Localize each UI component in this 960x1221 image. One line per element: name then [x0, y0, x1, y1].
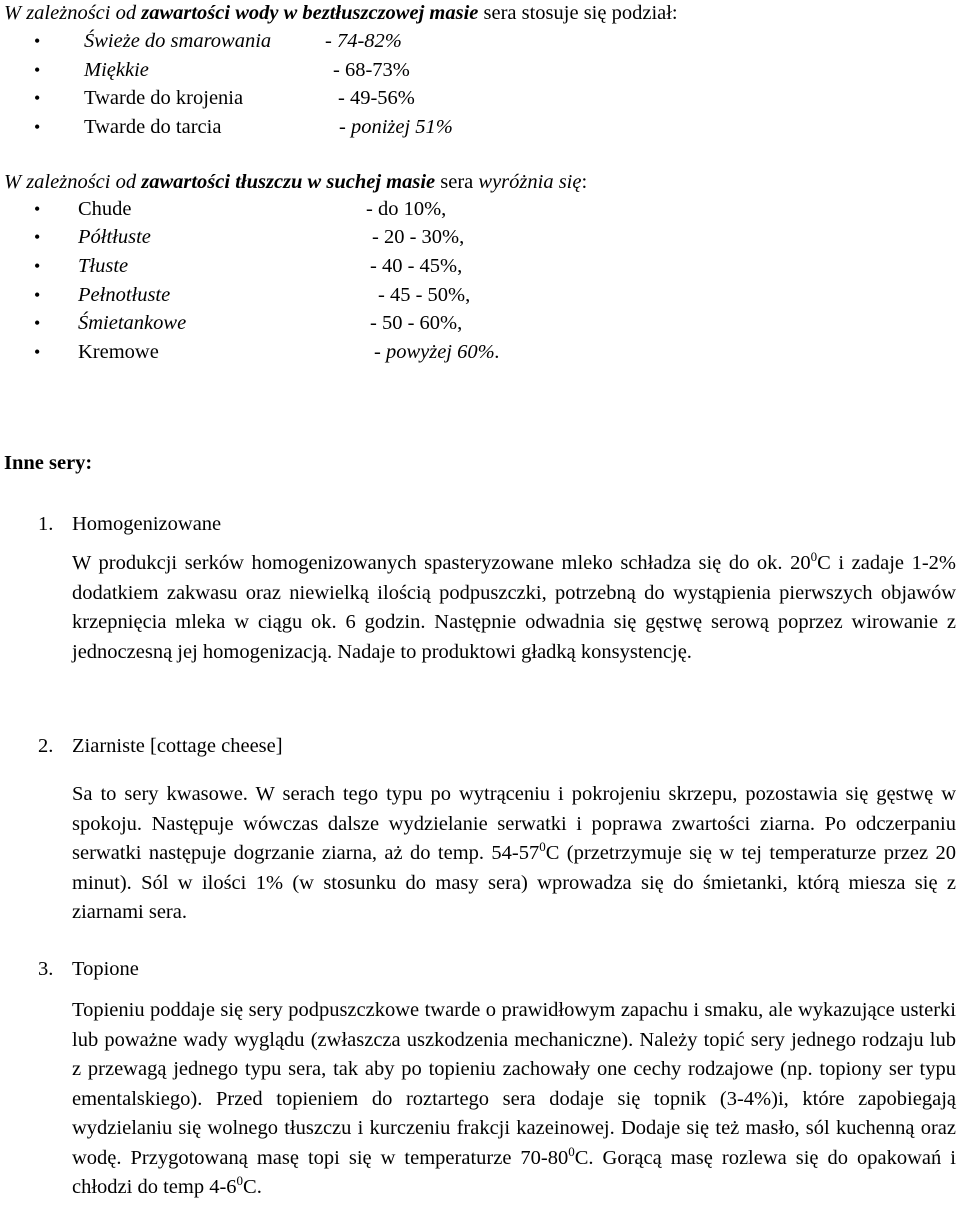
subsection-heading	[38, 511, 221, 537]
paragraph	[72, 996, 956, 1203]
bullet-icon: •	[34, 227, 41, 247]
cheese-range: - 45 - 50%,	[378, 284, 471, 306]
cheese-type: Półtłuste	[78, 226, 151, 248]
intro-text: sera	[435, 171, 479, 193]
bullet-icon: •	[34, 88, 41, 108]
section-heading: Inne sery:	[4, 452, 93, 474]
superscript: 0	[539, 839, 546, 855]
fat-content-intro	[4, 169, 587, 195]
cheese-type: Twarde do krojenia	[84, 87, 244, 109]
cheese-range: - 50 - 60%,	[370, 312, 463, 334]
intro-text: :	[581, 171, 588, 193]
paragraph-text: C (przetrzymuje się w tej temperaturze przez 20 minut). Sól w ilości 1% (w stosunku do masy sera) wprowadza się do śmietanki, którą miesza się z ziarnami sera.	[72, 842, 957, 923]
bullet-icon: •	[34, 256, 41, 276]
paragraph-text: W produkcji serków homogenizowanych spasteryzowane mleko schładza się do ok. 20	[72, 552, 811, 574]
bullet-icon: •	[34, 31, 41, 51]
cheese-range: - 40 - 45%,	[370, 255, 463, 277]
cheese-type: Chude	[78, 198, 132, 220]
cheese-type: Świeże do smarowania	[84, 30, 272, 52]
cheese-type: Pełnotłuste	[78, 284, 171, 306]
cheese-range: - powyżej 60%.	[374, 341, 500, 363]
subsection-heading	[38, 956, 139, 982]
subsection-title: Ziarniste [cottage cheese]	[72, 735, 283, 757]
paragraph	[72, 780, 956, 928]
bullet-icon: •	[34, 342, 41, 362]
subsection-heading	[38, 733, 283, 759]
intro-emphasis: zawartości wody w beztłuszczowej masie	[141, 2, 479, 24]
water-content-intro	[4, 0, 678, 26]
superscript: 0	[236, 1173, 244, 1189]
subsection-title: Topione	[72, 958, 139, 980]
cheese-range: - 74-82%	[325, 30, 402, 52]
bullet-icon: •	[34, 60, 41, 80]
bullet-icon: •	[34, 285, 41, 305]
cheese-type: Śmietankowe	[78, 312, 187, 334]
intro-text: W zależności od	[4, 171, 142, 193]
paragraph-text: Topieniu poddaje się sery podpuszczkowe twarde o prawidłowym zapachu i smaku, ale wykazujące usterki lub poważne wady wyglądu (zwłaszcza uszkodzenia mechaniczne). Należy topić sery jednego rodzaju lub z przewagą jednego typu sera, tak aby po topieniu zachowały one cechy rodzajowe (np. topiony ser typu ementalskiego). Przed topieniem do roztartego sera dodaje się topnik (3-4%)i, które zapobiegają wydzielaniu się wolnego tłuszczu i kurczeniu frakcji kazeinowej. Dodaje się też masło, sól kuchenną oraz wodę. Przygotowaną masę topi się w temperaturze 70-80	[72, 999, 956, 1169]
superscript: 0	[810, 549, 818, 565]
cheese-type: Kremowe	[78, 341, 159, 363]
paragraph	[72, 549, 956, 667]
cheese-type: Tłuste	[78, 255, 129, 277]
subsection-title: Homogenizowane	[72, 513, 222, 535]
paragraph-text: C. Gorącą masę rozlewa się do opakowań i chłodzi do temp 4-6	[72, 1146, 956, 1198]
bullet-icon: •	[34, 313, 41, 333]
bullet-icon: •	[34, 117, 41, 137]
paragraph-text: Sa to sery kwasowe. W serach tego typu po wytrąceniu i pokrojeniu skrzepu, pozostawia się gęstwę w spokoju. Następuje wówczas dalsze wydzielanie serwatki i poprawa zwartości ziarna. Po odczerpaniu serwatki następuje dogrzanie ziarna, aż do temp. 54-57	[72, 783, 956, 864]
cheese-type: Miękkie	[84, 59, 149, 81]
cheese-range: - poniżej 51%	[339, 116, 453, 138]
item-number: 2.	[38, 735, 54, 757]
cheese-range: - 49-56%	[338, 87, 415, 109]
cheese-range: - do 10%,	[366, 198, 447, 220]
paragraph-text: C.	[243, 1176, 262, 1198]
intro-text: W zależności od	[4, 2, 142, 24]
paragraph-text: C i zadaje 1-2% dodatkiem zakwasu oraz niewielką ilością podpuszczki, potrzebną do wystąpienia pierwszych objawów krzepnięcia mleka w ciągu ok. 6 godzin. Następnie odwadnia się gęstwę serową poprzez wirowanie z jednoczesną jej homogenizacją. Nadaje to produktowi gładką konsystencję.	[72, 552, 956, 663]
intro-text: sera stosuje się podział:	[478, 2, 678, 24]
superscript: 0	[568, 1143, 575, 1159]
cheese-range: - 68-73%	[333, 59, 410, 81]
intro-text: wyróżnia się	[478, 171, 582, 193]
bullet-icon: •	[34, 199, 41, 219]
item-number: 3.	[38, 958, 54, 980]
intro-emphasis: zawartości tłuszczu w suchej masie	[141, 171, 436, 193]
cheese-range: - 20 - 30%,	[372, 226, 465, 248]
item-number: 1.	[38, 513, 54, 535]
cheese-type: Twarde do tarcia	[84, 116, 222, 138]
